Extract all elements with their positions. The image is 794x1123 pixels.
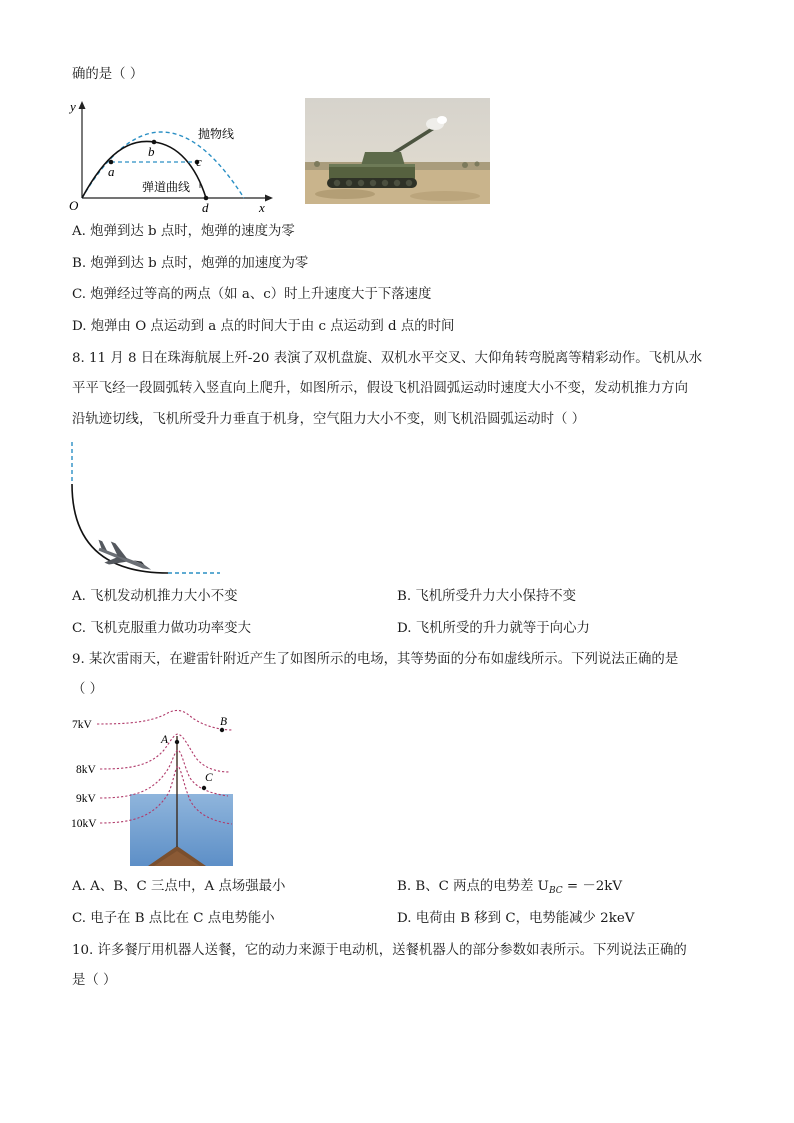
jet-icon: [91, 537, 155, 580]
howitzer-photo: [305, 98, 490, 204]
point-d-label: d: [202, 200, 209, 214]
q9-option-d: D. 电荷由 B 移到 C，电势能减少 2keV: [397, 911, 635, 926]
q8-stem-line1: 8. 11 月 8 日在珠海航展上歼-20 表演了双机盘旋、双机水平交叉、大仰角转弯脱离等精彩动作。飞机从水: [72, 351, 703, 366]
point-C-label: C: [205, 772, 213, 784]
x-axis-label: x: [259, 200, 265, 214]
label-10kv: 10kV: [71, 818, 97, 830]
q8-option-b: B. 飞机所受升力大小保持不变: [397, 589, 577, 604]
q9-stem-line1: 9. 某次雷雨天，在避雷针附近产生了如图所示的电场，其等势面的分布如虚线所示。下列说法正确的是: [72, 652, 679, 667]
q9-option-a: A. A、B、C 三点中，A 点场强最小: [72, 879, 286, 894]
q9-stem-line2: （ ）: [72, 682, 104, 697]
q7-option-d: D. 炮弹由 O 点运动到 a 点的时间大于由 c 点运动到 d 点的时间: [72, 319, 455, 334]
q8-jet-arc-figure: [64, 440, 234, 580]
trajectory-label: 弹道曲线: [142, 180, 191, 194]
point-c-label: c: [196, 154, 202, 169]
parabola-label: 抛物线: [198, 127, 235, 141]
point-A-label: A: [161, 734, 169, 746]
q8-option-a: A. 飞机发动机推力大小不变: [72, 589, 238, 604]
q10-stem-line2: 是（ ）: [72, 973, 117, 988]
q9-option-b: [397, 878, 622, 900]
q7-option-c: C. 炮弹经过等高的两点（如 a、c）时上升速度大于下落速度: [72, 287, 432, 302]
q9-option-b-prefix: B. B、C 两点的电势差 U: [397, 879, 549, 894]
q9-option-b-subscript: BC: [548, 886, 563, 896]
label-9kv: 9kV: [76, 793, 96, 805]
q8-option-c: C. 飞机克服重力做功功率变大: [72, 621, 251, 636]
origin-label: O: [69, 198, 79, 213]
q7-stem-tail: 确的是（ ）: [72, 67, 144, 82]
q9-equipotential-figure: [70, 706, 240, 868]
point-B-label: B: [220, 716, 228, 728]
q8-stem-line3: 沿轨迹切线，飞机所受升力垂直于机身，空气阻力大小不变，则飞机沿圆弧运动时（ ）: [72, 412, 586, 427]
q9-option-c: C. 电子在 B 点比在 C 点电势能小: [72, 911, 275, 926]
q7-option-a: A. 炮弹到达 b 点时，炮弹的速度为零: [72, 224, 295, 239]
label-7kv: 7kV: [72, 719, 92, 731]
point-b-label: b: [148, 144, 155, 159]
q8-stem-line2: 平平飞经一段圆弧转入竖直向上爬升，如图所示，假设飞机沿圆弧运动时速度大小不变，发动机推力方向: [72, 381, 688, 396]
q10-stem-line1: 10. 许多餐厅用机器人送餐，它的动力来源于电动机，送餐机器人的部分参数如表所示。下列说法正确的: [72, 943, 687, 958]
q7-trajectory-figure: [66, 96, 276, 214]
q8-option-d: D. 飞机所受的升力就等于向心力: [397, 621, 590, 636]
point-a-label: a: [108, 164, 115, 179]
q9-option-b-suffix: = －2kV: [562, 879, 623, 894]
y-axis-label: y: [70, 99, 76, 114]
q7-option-b: B. 炮弹到达 b 点时，炮弹的加速度为零: [72, 256, 309, 271]
label-8kv: 8kV: [76, 764, 96, 776]
